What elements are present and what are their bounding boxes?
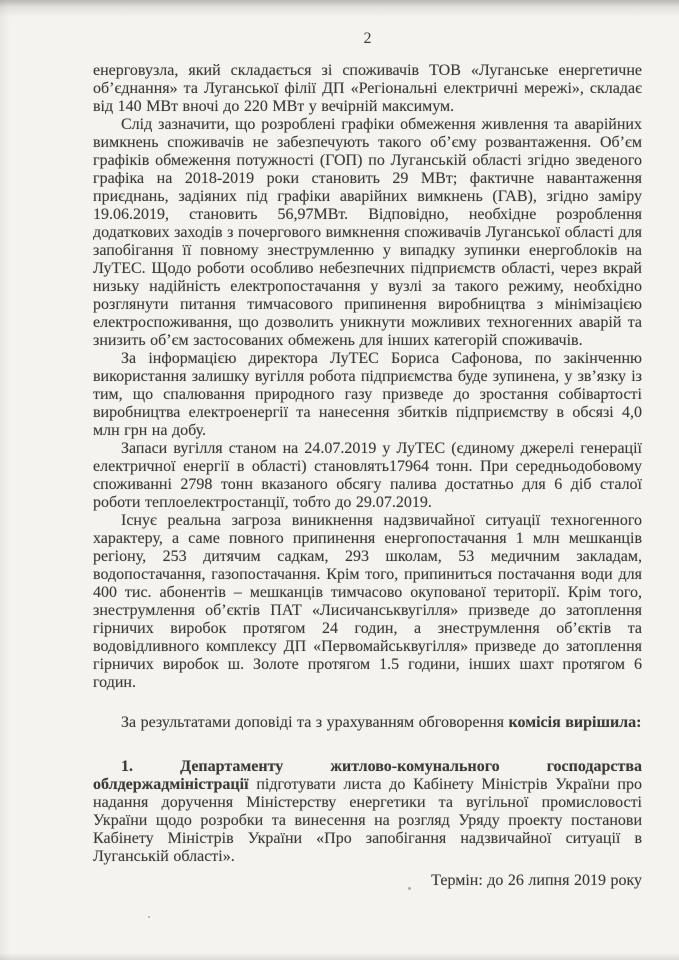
body-paragraph-continuation: енерговузла, який складається зі споживачів ТОВ «Луганське енергетичне об’єднання» та Луганської філії ДП «Регіональні електричні мережі», складає від 140 МВт вночі до 220 МВт у вечірній максимум. bbox=[93, 62, 642, 115]
scan-speck bbox=[148, 916, 150, 918]
resolution-addressee-bold: Департаменту житлово-комунального господарства облдержадміністрації bbox=[93, 758, 643, 793]
body-paragraph-emergency-threat: Існує реальна загроза виникнення надзвичайної ситуації техногенного характеру, а саме повного припинення енергопостачання 1 млн мешканців регіону, 253 дитячим садкам, 293 школам, 53 медичним закладам, водопостачання, газопостачання. Крім того, припиниться постачання води для 400 тис. абонентів – мешканців тимчасово окупованої території. Крім того, знеструмлення об’єктів ПАТ «Лисичанськвугілля» призведе до затоплення гірничих виробок протягом 24 годин, а знеструмлення об’єктів та водовідливного комплексу ДП «Первомайськвугілля» призведе до затоплення гірничих виробок ш. Золоте протягом 1.5 години, інших шахт протягом 6 годин. bbox=[93, 512, 642, 691]
body-paragraph-coal-reserves: Запаси вугілля станом на 24.07.2019 у ЛуТЕС (єдиному джерелі генерації електричної енергії в області) становлять17964 тонн. При середньодобовому споживанні 2798 тонн вказаного обсягу палива достатньо для 6 діб сталої роботи теплоелектростанції, тобто до 29.07.2019. bbox=[93, 440, 642, 511]
resolution-item-text: підготувати листа до Кабінету Міністрів України про надання доручення Міністерству енергетики та вугільної промисловості України щодо розробки та винесення на розгляд Уряду проекту постанови Кабінету Міністрів України «Про запобігання надзвичайної ситуації в Луганській області». bbox=[93, 776, 642, 865]
page-number: 2 bbox=[363, 30, 372, 47]
body-paragraph-load-schedules: Слід зазначити, що розроблені графіки обмеження живлення та аварійних вимкнень споживачів не забезпечують такого об’єму розвантаження. Об’єм графіків обмеження потужності (ГОП) по Луганській області згідно зведеного графіка на 2018-2019 роки становить 29 МВт; фактичне навантаження приєднань, задіяних під графіки аварійних вимкнень (ГАВ), згідно заміру 19.06.2019, становить 56,97МВт. Відповідно, необхідне розроблення додаткових заходів з почергового вимкнення споживачів Луганської області для запобігання її повному знеструмленню у випадку зупинки енергоблоків на ЛуТЕС. Щодо роботи особливо небезпечних підприємств області, через вкрай низьку надійність електропостачання у вузлі за такого режиму, необхідно розглянути питання тимчасового припинення виробництва з мінімізацією електроспоживання, що дозволить уникнути можливих техногенних аварій та знизить об’єм застосованих обмежень для інших категорій споживачів. bbox=[93, 116, 642, 349]
body-paragraph-director-info: За інформацією директора ЛуТЕС Бориса Сафонова, по закінченню використання залишку вугілля робота підприємства буде зупинена, у зв’язку із тим, що спалювання природного газу призведе до зростання собівартості виробництва електроенергії та нанесення збитків підприємству в обсязі 4,0 млн грн на добу. bbox=[93, 350, 642, 439]
deadline-line: Термін: до 26 липня 2019 року bbox=[431, 872, 642, 889]
resolution-item-number: 1. bbox=[121, 758, 133, 775]
decision-bold-text: комісія вирішила: bbox=[508, 714, 642, 731]
scan-speck bbox=[408, 887, 411, 890]
decision-intro-text: За результатами доповіді та з урахуванням обговорення bbox=[121, 714, 509, 731]
commission-decision-paragraph bbox=[93, 714, 642, 732]
resolution-item-paragraph bbox=[93, 758, 642, 866]
